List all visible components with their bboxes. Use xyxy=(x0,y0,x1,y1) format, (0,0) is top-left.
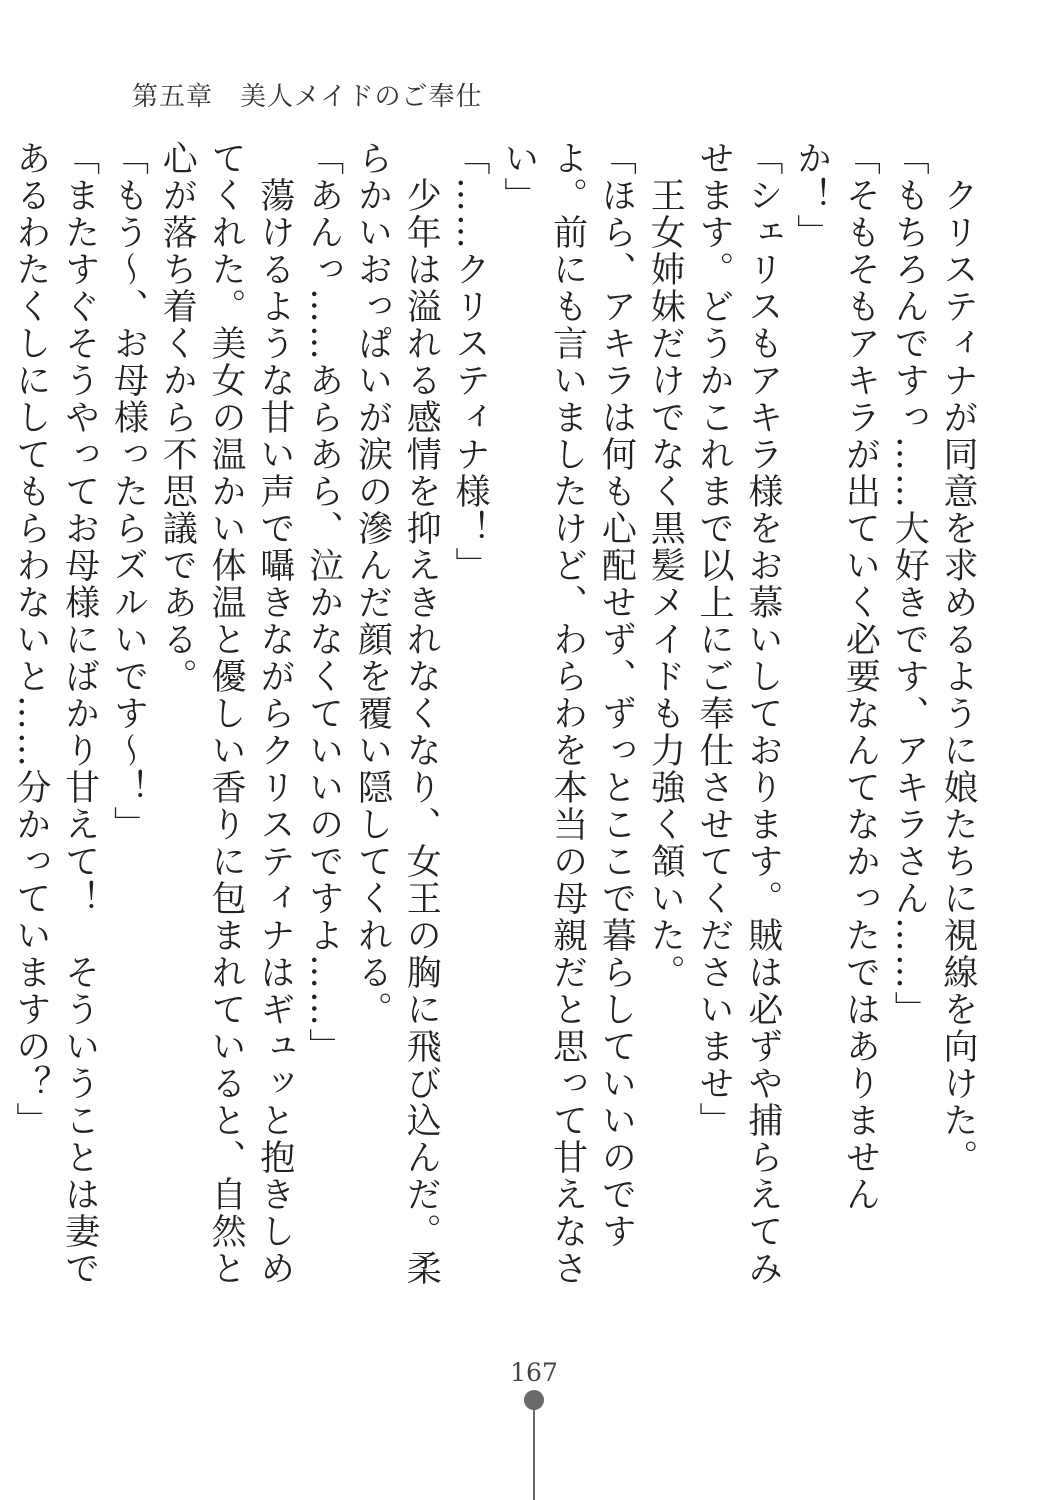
paragraph: 「またすぐそうやってお母様にばかり甘えて！ そういうことは妻であるわたくしにしてもらわないと……分かっていますの？」 xyxy=(10,140,100,1287)
paragraph: 「あんっ……あらあら、泣かなくていいのですよ……」 xyxy=(303,140,344,1065)
paragraph: 「ほら、アキラは何も心配せず、ずっとここで暮らしていいのですよ。前にも言いましたけど、わらわを本当の母親だと思って甘えなさい」 xyxy=(498,140,637,1287)
paragraph: 「シェリスもアキラ様をお慕いしております。賊は必ずや捕らえてみせます。どうかこれまで以上にご奉仕させてくださいませ」 xyxy=(694,140,783,1287)
folio-ornament-icon xyxy=(519,1390,549,1500)
paragraph: 「……クリスティナ様！」 xyxy=(450,140,491,584)
ornament-dot xyxy=(524,1390,544,1410)
paragraph: 「もう～、お母様ったらズルいです～！」 xyxy=(108,140,149,843)
paragraph: 「そもそもアキラが出ていく必要なんてなかったではありませんか！」 xyxy=(791,140,881,1213)
body-text xyxy=(10,140,982,1300)
paragraph: 王女姉妹だけでなく黒髪メイドも力強く頷いた。 xyxy=(645,140,686,991)
paragraph: 少年は溢れる感情を抑えきれなくなり、女王の胸に飛び込んだ。柔らかいおっぱいが涙の滲んだ顔を覆い隠してくれる。 xyxy=(352,140,442,1287)
paragraph: 「もちろんですっ……大好きです、アキラさん……」 xyxy=(889,140,930,1028)
paragraph: 蕩けるような甘い声で囁きながらクリスティナはギュッと抱きしめてくれた。美女の温かい体温と優しい香りに包まれていると、自然と心が落ち着くから不思議である。 xyxy=(157,140,295,1287)
page-number: 167 xyxy=(510,1358,558,1387)
paragraph: クリスティナが同意を求めるように娘たちに視線を向けた。 xyxy=(938,140,978,1176)
running-head: 第五章 美人メイドのご奉仕 xyxy=(132,82,483,112)
ornament-stem xyxy=(533,1408,535,1500)
